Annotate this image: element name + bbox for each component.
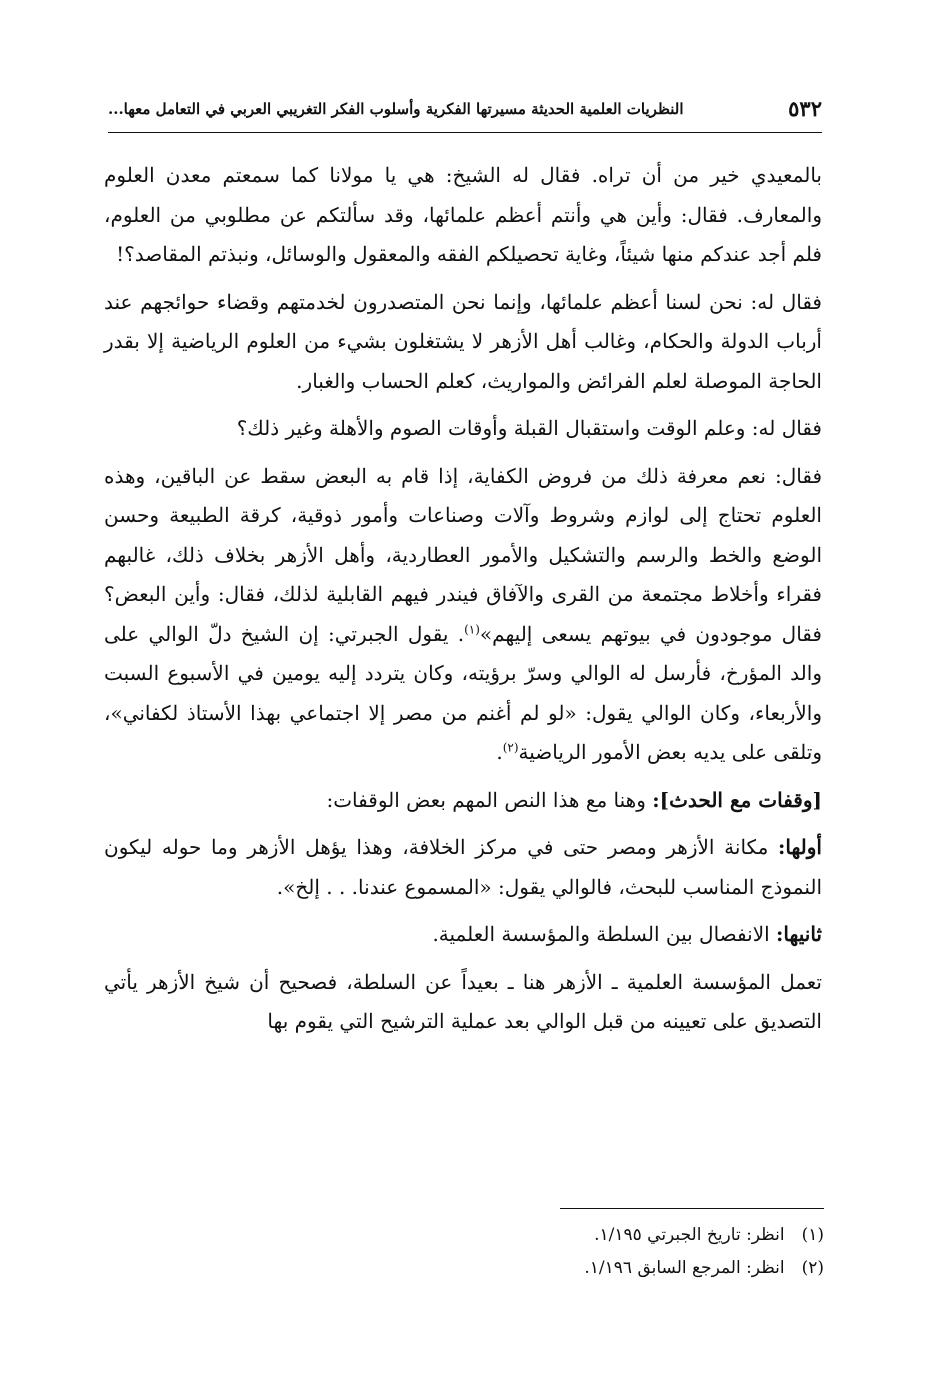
point-label-second: ثانيها: — [776, 922, 822, 946]
footnote-ref-2[interactable]: (٢) — [502, 740, 519, 755]
paragraph-text: فقال له: نحن لسنا أعظم علمائها، وإنما نحن المتصدرون لخدمتهم وقضاء حوائجهم عند أرباب الدولة والحكام، وغالب أهل الأزهر لا يشتغلون بشيء من العلوم الرياضية إلا بقدر الحاجة الموصلة لعلم الفرائض والمواريث، كعلم الحساب والغبار. — [104, 289, 822, 393]
footnote-text: انظر: المرجع السابق ١/١٩٦. — [584, 1258, 785, 1278]
footnotes — [420, 1219, 824, 1285]
section-heading: [وقفات مع الحدث]: — [652, 787, 822, 812]
paragraph-6 — [104, 828, 822, 907]
paragraph-text: مكانة الأزهر ومصر حتى في مركز الخلافة، وهذا يؤهل الأزهر وما حوله ليكون النموذج المناسب للبحث، فالوالي يقول: «المسموع عندنا. . . إلخ». — [104, 835, 822, 899]
paragraph-3 — [104, 409, 822, 449]
paragraph-text: . يقول الجبرتي: إن الشيخ دلّ الوالي على والد المؤرخ، فأرسل له الوالي وسرّ برؤيته، وكان يتردد إليه يومين في الأسبوع السبت والأربعاء، وكان الوالي يقول: «لو لم أغنم من مصر إلا اجتماعي بهذا الأستاذ لكفاني»، وتلقى على يديه بعض الأمور الرياضية — [104, 621, 822, 764]
paragraph-text: فقال له: وعلم الوقت واستقبال القبلة وأوقات الصوم والأهلة وغير ذلك؟ — [236, 416, 822, 440]
footnote-mark: (٢) — [801, 1258, 824, 1278]
paragraph-text: بالمعيدي خير من أن تراه. فقال له الشيخ: هي يا مولانا كما سمعتم معدن العلوم والمعارف. فقال: وأين هي وأنتم أعظم علمائها، وقد سألتكم عن مطلوبي من العلوم، فلم أجد عندكم منها شيئاً، وغاية تحصيلكم الفقه والمعقول والوسائل، ونبذتم المقاصد؟! — [104, 163, 822, 266]
paragraph-text: فقال: نعم معرفة ذلك من فروض الكفاية، إذا قام به البعض سقط عن الباقين، وهذه العلوم تحتاج إلى لوازم وشروط وآلات وصناعات وأمور ذوقية، كرقة الطبيعة وحسن الوضع والخط والرسم والتشكيل والأمور العطاردية، وأهل الأزهر بخلاف ذلك، غالبهم فقراء وأخلاط مجتمعة من القرى والآفاق فيندر فيهم القابلية لذلك، فقال: وأين البعض؟ فقال موجودون في بيوتهم يسعى إليهم» — [104, 463, 822, 646]
page-number: ٥٣٢ — [788, 96, 822, 121]
point-label-first: أولها: — [777, 835, 822, 859]
footnote-ref-1[interactable]: (١) — [464, 621, 480, 636]
paragraph-text: الانفصال بين السلطة والمؤسسة العلمية. — [432, 922, 777, 946]
main-text — [104, 156, 822, 1050]
paragraph-8 — [104, 963, 822, 1042]
page-header — [108, 92, 822, 134]
paragraph-5 — [104, 781, 822, 821]
footnote-text: انظر: تاريخ الجبرتي ١/١٩٥. — [594, 1225, 785, 1245]
paragraph-text: . — [496, 740, 503, 764]
paragraph-1 — [104, 156, 822, 275]
footnote-mark: (١) — [801, 1225, 824, 1245]
footnote-2 — [420, 1252, 824, 1285]
paragraph-4 — [104, 457, 822, 773]
header-divider — [108, 132, 822, 133]
paragraph-text: وهنا مع هذا النص المهم بعض الوقفات: — [326, 787, 653, 812]
footnote-divider — [560, 1208, 824, 1209]
paragraph-7 — [104, 915, 822, 955]
paragraph-text: تعمل المؤسسة العلمية ـ الأزهر هنا ـ بعيداً عن السلطة، فصحيح أن شيخ الأزهر يأتي التصديق على تعيينه من قبل الوالي بعد عملية الترشيح التي يقوم بها — [104, 969, 822, 1033]
running-title: النظريات العلمية الحديثة مسيرتها الفكرية وأسلوب الفكر التغريبي العربي في التعامل معها... — [108, 100, 684, 118]
paragraph-2 — [104, 283, 822, 402]
footnote-1 — [420, 1219, 824, 1252]
